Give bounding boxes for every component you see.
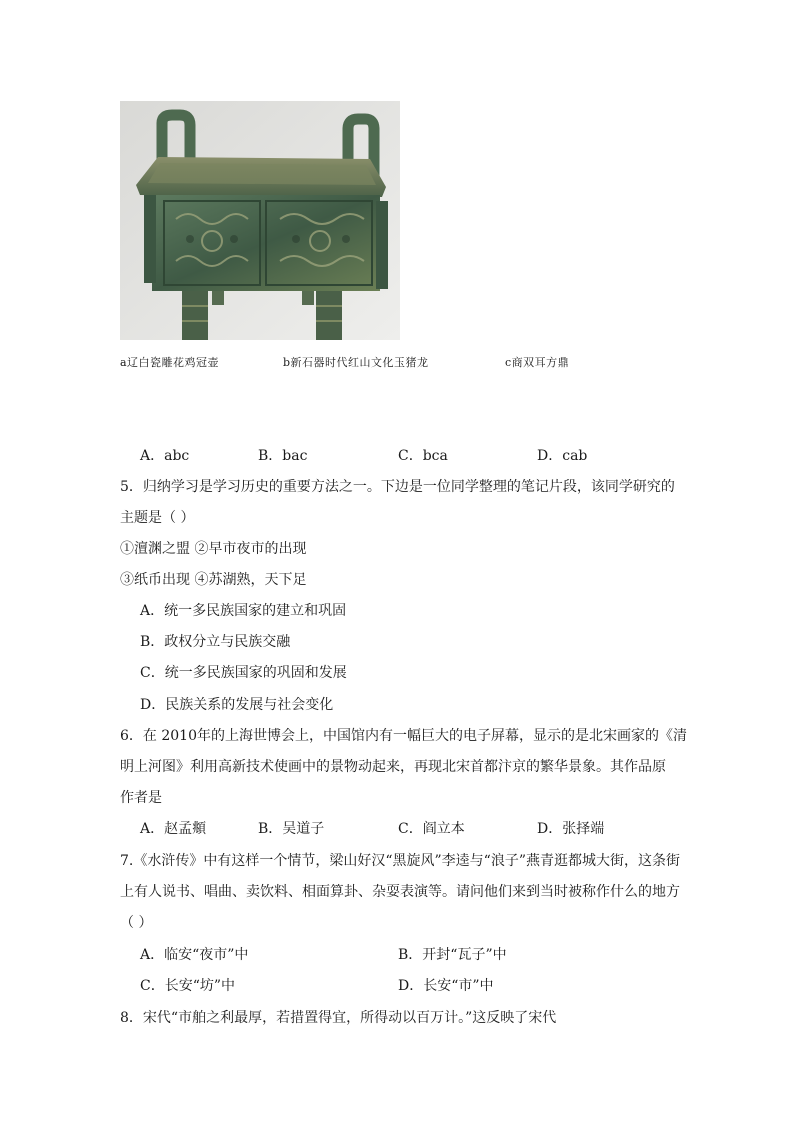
q7-stem-line1: 7.《水浒传》中有这样一个情节，梁山好汉“黑旋风”李逵与“浪子”燕青逛都城大街，这条街 — [120, 853, 680, 869]
q5-option-d: D．民族关系的发展与社会变化 — [140, 697, 334, 713]
q6-option-a: A．赵孟頫 — [140, 821, 207, 837]
q5-stem-line2: 主题是（ ） — [120, 510, 195, 526]
caption-c: c商双耳方鼎 — [505, 356, 570, 369]
q7-option-b: B．开封“瓦子”中 — [398, 947, 507, 963]
q7-option-a: A．临安“夜市”中 — [140, 947, 249, 963]
q5-option-b: B．政权分立与民族交融 — [140, 634, 291, 650]
q7-option-d: D．长安“市”中 — [398, 978, 494, 994]
bronze-ding-photo — [120, 101, 400, 340]
q6-stem-line1: 6．在 2010年的上海世博会上，中国馆内有一幅巨大的电子屏幕，显示的是北宋画家的《清 — [120, 728, 687, 744]
q5-note-1: ①澶渊之盟 ②早市夜市的出现 — [120, 541, 307, 557]
q4-option-a: A．abc — [140, 448, 190, 464]
q6-option-c: C．阎立本 — [398, 821, 465, 837]
q5-stem-line1: 5．归纳学习是学习历史的重要方法之一。下边是一位同学整理的笔记片段，该同学研究的 — [120, 479, 675, 495]
q6-stem-line3: 作者是 — [120, 790, 162, 806]
q4-option-b: B．bac — [258, 448, 308, 464]
q4-option-c: C．bca — [398, 448, 448, 464]
q8-stem-line1: 8．宋代“市舶之利最厚，若措置得宜，所得动以百万计。”这反映了宋代 — [120, 1010, 557, 1026]
q7-option-c: C．长安“坊”中 — [140, 978, 236, 994]
q6-option-b: B．吴道子 — [258, 821, 325, 837]
caption-a: a辽白瓷雕花鸡冠壶 — [120, 356, 220, 369]
q7-stem-line2: 上有人说书、唱曲、卖饮料、相面算卦、杂耍表演等。请问他们来到当时被称作什么的地方 — [120, 884, 680, 900]
q7-stem-line3: （ ） — [120, 915, 153, 931]
q5-option-c: C．统一多民族国家的巩固和发展 — [140, 665, 347, 681]
q4-option-d: D．cab — [537, 448, 588, 464]
caption-b: b新石器时代红山文化玉猪龙 — [283, 356, 429, 369]
q5-note-2: ③纸币出现 ④苏湖熟，天下足 — [120, 572, 307, 588]
q6-option-d: D．张择端 — [537, 821, 605, 837]
q6-stem-line2: 明上河图》利用高新技术使画中的景物动起来，再现北宋首都汴京的繁华景象。其作品原 — [120, 759, 666, 775]
q5-option-a: A．统一多民族国家的建立和巩固 — [140, 603, 347, 619]
